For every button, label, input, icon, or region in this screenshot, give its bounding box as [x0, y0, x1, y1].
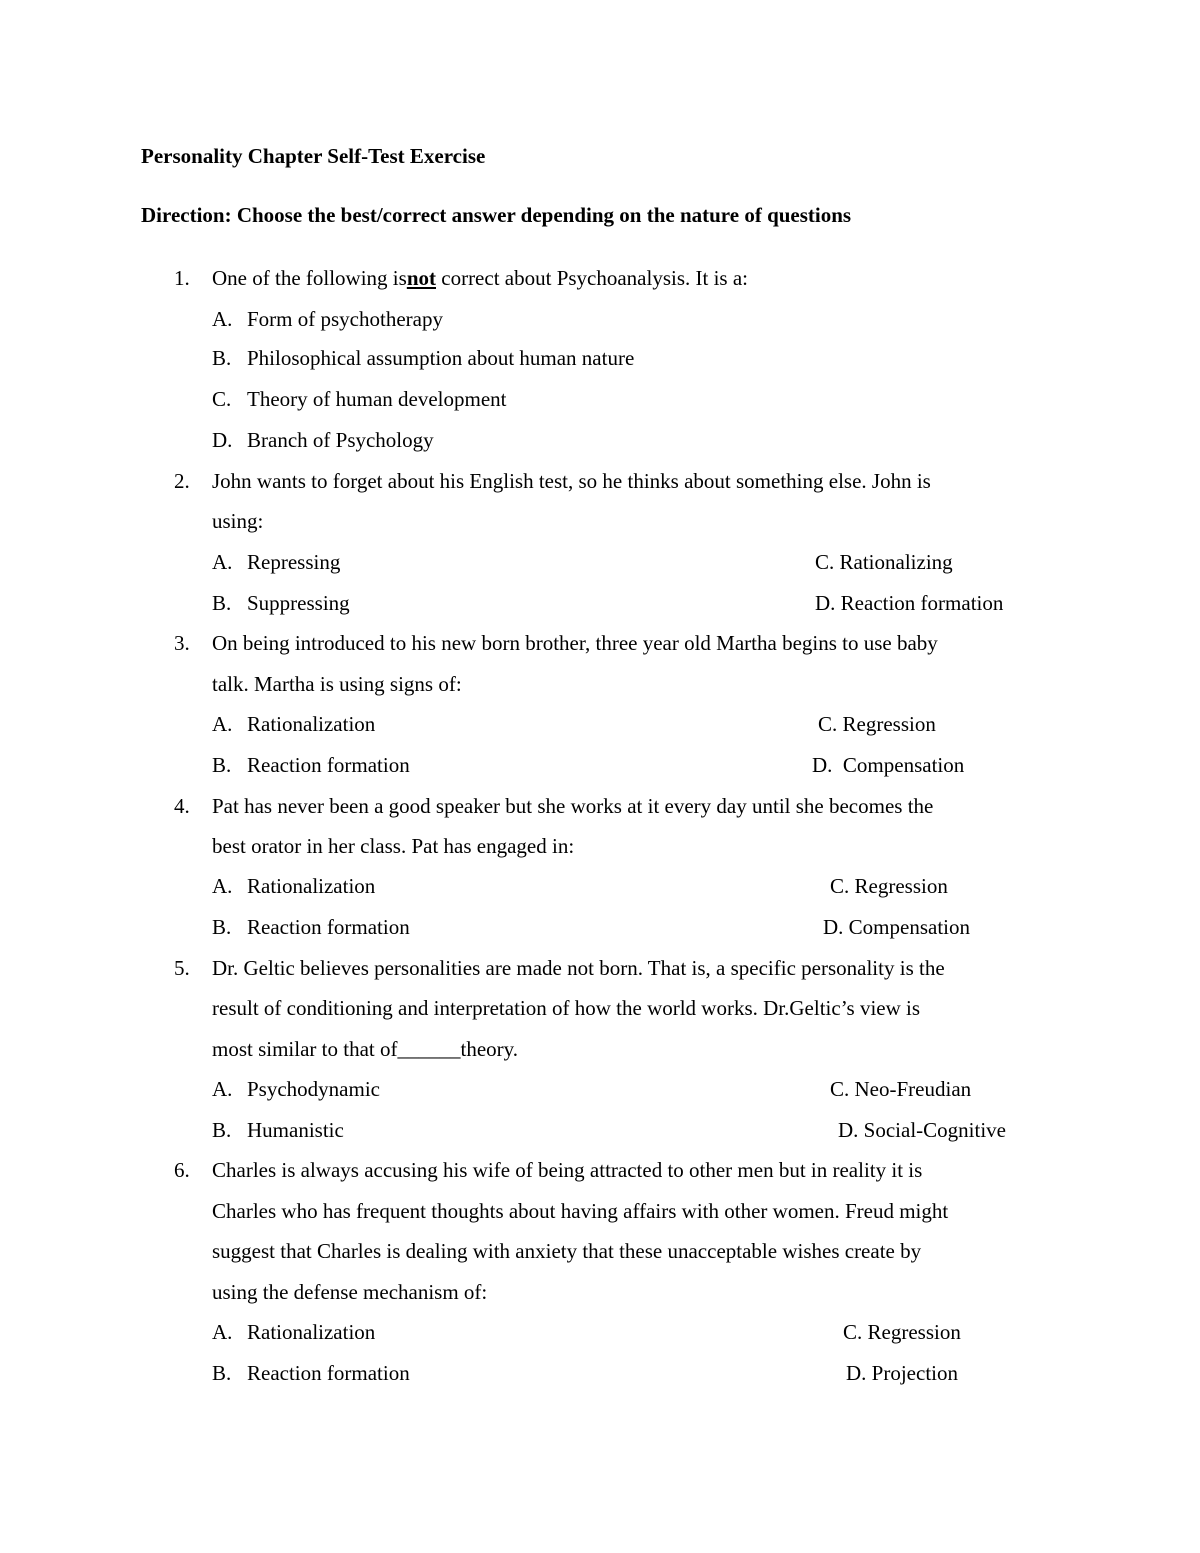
option-letter: B.	[212, 346, 232, 370]
question-text: talk. Martha is using signs of:	[212, 672, 462, 696]
option-text: D. Compensation	[823, 915, 970, 939]
option-text: Theory of human development	[247, 387, 507, 411]
option-text: D. Social-Cognitive	[838, 1118, 1006, 1142]
question-text: most similar to that of______theory.	[212, 1037, 519, 1061]
option-letter: A.	[212, 307, 233, 331]
question-text: John wants to forget about his English test, so he thinks about something else. John is	[212, 469, 931, 493]
option-text: C. Regression	[818, 712, 936, 736]
option-text: Reaction formation	[247, 1361, 410, 1385]
option-letter: B.	[212, 591, 232, 615]
question-text: suggest that Charles is dealing with anxiety that these unacceptable wishes create by	[212, 1239, 922, 1263]
option-text: D. Compensation	[812, 753, 965, 777]
question-text: On being introduced to his new born brother, three year old Martha begins to use baby	[212, 631, 938, 655]
question-text: using the defense mechanism of:	[212, 1280, 488, 1304]
option-text: Humanistic	[247, 1118, 344, 1142]
option-letter: A.	[212, 874, 233, 898]
question-number: 5.	[174, 956, 190, 980]
option-letter: A.	[212, 1077, 233, 1101]
option-letter: C.	[212, 387, 232, 411]
question-text: Pat has never been a good speaker but she works at it every day until she becomes the	[212, 794, 934, 818]
question-text-part: correct about Psychoanalysis. It is a:	[436, 266, 749, 290]
option-letter: D.	[212, 428, 233, 452]
direction-text: Direction: Choose the best/correct answer depending on the nature of questions	[141, 203, 852, 227]
question-emphasis: not	[406, 266, 436, 290]
option-text: C. Regression	[843, 1320, 961, 1344]
option-text: Form of psychotherapy	[247, 307, 443, 331]
option-text: Rationalization	[247, 874, 376, 898]
question-number: 4.	[174, 794, 190, 818]
question-text	[212, 265, 748, 291]
option-text: D. Reaction formation	[815, 591, 1004, 615]
option-letter: B.	[212, 915, 232, 939]
question-text: Dr. Geltic believes personalities are made not born. That is, a specific personality is the	[212, 956, 945, 980]
option-text: Rationalization	[247, 712, 376, 736]
option-text: D. Projection	[846, 1361, 958, 1385]
option-text: Psychodynamic	[247, 1077, 380, 1101]
question-text-part: One of the following is	[212, 266, 407, 290]
option-text: Philosophical assumption about human nature	[247, 346, 635, 370]
option-letter: B.	[212, 1118, 232, 1142]
option-text: Repressing	[247, 550, 341, 574]
option-text: Branch of Psychology	[247, 428, 434, 452]
option-text: Suppressing	[247, 591, 350, 615]
option-text: C. Regression	[830, 874, 948, 898]
question-text: best orator in her class. Pat has engaged in:	[212, 834, 575, 858]
option-letter: B.	[212, 753, 232, 777]
question-number: 2.	[174, 469, 190, 493]
option-letter: A.	[212, 712, 233, 736]
option-letter: A.	[212, 1320, 233, 1344]
option-text: Reaction formation	[247, 915, 410, 939]
question-number: 6.	[174, 1158, 190, 1182]
option-text: C. Rationalizing	[815, 550, 953, 574]
document-title: Personality Chapter Self-Test Exercise	[141, 144, 486, 168]
question-text: result of conditioning and interpretation of how the world works. Dr.Geltic’s view is	[212, 996, 921, 1020]
option-text: Reaction formation	[247, 753, 410, 777]
question-text: Charles is always accusing his wife of being attracted to other men but in reality it is	[212, 1158, 923, 1182]
option-letter: A.	[212, 550, 233, 574]
option-text: Rationalization	[247, 1320, 376, 1344]
question-number: 3.	[174, 631, 190, 655]
option-text: C. Neo-Freudian	[830, 1077, 972, 1101]
question-text: using:	[212, 509, 264, 533]
option-letter: B.	[212, 1361, 232, 1385]
question-text: Charles who has frequent thoughts about having affairs with other women. Freud might	[212, 1199, 949, 1223]
question-number: 1.	[174, 266, 190, 290]
